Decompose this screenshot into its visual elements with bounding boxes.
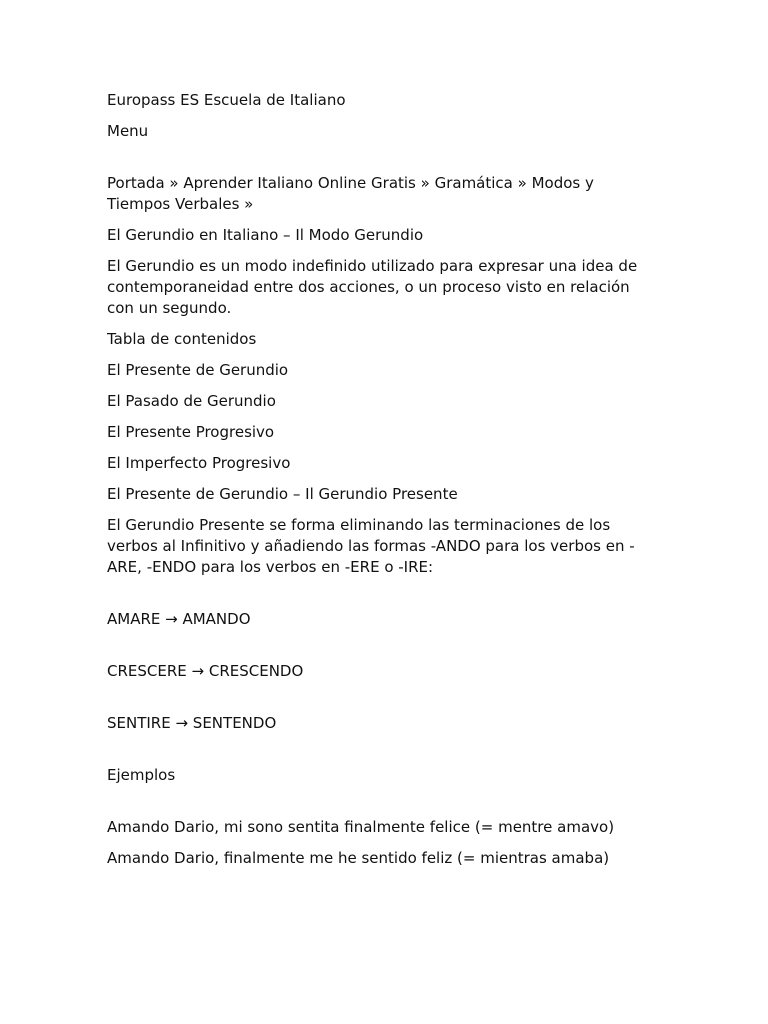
spacer [107, 744, 652, 765]
section-body: El Gerundio Presente se forma eliminando las terminaciones de los verbos al Infinitivo y añadiendo las formas -ANDO para los verbos en -ARE, -ENDO para los verbos en -ERE o -IRE: [107, 516, 635, 576]
toc-item-pasado-gerundio[interactable]: El Pasado de Gerundio [107, 392, 276, 410]
spacer [107, 796, 652, 817]
spacer [107, 152, 652, 173]
toc-item-presente-gerundio[interactable]: El Presente de Gerundio [107, 361, 289, 379]
verb-form: AMARE → AMANDO [107, 610, 251, 628]
verb-form: SENTIRE → SENTENDO [107, 714, 277, 732]
spacer [107, 588, 652, 609]
example-sentence: Amando Dario, finalmente me he sentido feliz (= mientras amaba) [107, 849, 610, 867]
toc-item-imperfecto-progresivo[interactable]: El Imperfecto Progresivo [107, 454, 291, 472]
menu-button[interactable]: Menu [107, 122, 149, 140]
breadcrumb[interactable]: Portada » Aprender Italiano Online Gratis » Gramática » Modos y Tiempos Verbales » [107, 174, 594, 213]
section-heading: El Presente de Gerundio – Il Gerundio Presente [107, 485, 458, 503]
page-title: El Gerundio en Italiano – Il Modo Gerundio [107, 226, 424, 244]
toc-heading: Tabla de contenidos [107, 330, 257, 348]
site-title[interactable]: Europass ES Escuela de Italiano [107, 91, 346, 109]
intro-paragraph: El Gerundio es un modo indefinido utilizado para expresar una idea de contemporaneidad entre dos acciones, o un proceso visto en relación con un segundo. [107, 257, 638, 317]
content [107, 90, 652, 879]
spacer [107, 640, 652, 661]
toc-item-presente-progresivo[interactable]: El Presente Progresivo [107, 423, 275, 441]
verb-form: CRESCERE → CRESCENDO [107, 662, 304, 680]
examples-heading: Ejemplos [107, 766, 176, 784]
spacer [107, 692, 652, 713]
example-sentence: Amando Dario, mi sono sentita finalmente felice (= mentre amavo) [107, 818, 615, 836]
